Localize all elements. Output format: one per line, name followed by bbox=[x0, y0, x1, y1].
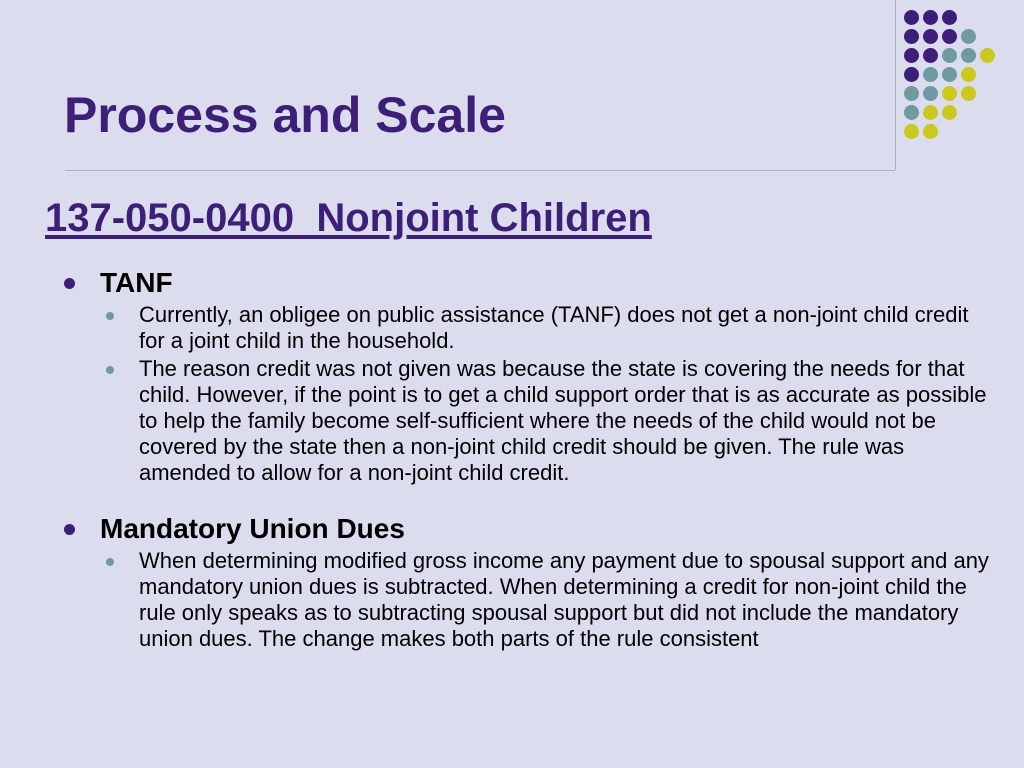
decorative-dot bbox=[904, 29, 919, 44]
decorative-dot bbox=[942, 48, 957, 63]
section-heading: TANF bbox=[100, 267, 173, 298]
bullet-level2 bbox=[62, 548, 992, 652]
decorative-dot bbox=[942, 105, 957, 120]
decorative-dot bbox=[942, 67, 957, 82]
decorative-dot bbox=[923, 29, 938, 44]
dot-grid-icon bbox=[904, 10, 1004, 150]
bullet-level1 bbox=[62, 266, 992, 300]
sub-bullet-dot-icon bbox=[106, 558, 114, 566]
decorative-dot bbox=[923, 48, 938, 63]
decorative-dot bbox=[961, 67, 976, 82]
section-tanf bbox=[62, 266, 992, 486]
decorative-dot bbox=[904, 67, 919, 82]
bullet-text: Currently, an obligee on public assistance (TANF) does not get a non-joint child credit for a joint child in the household. bbox=[139, 302, 969, 353]
decorative-dot bbox=[961, 86, 976, 101]
slide-content bbox=[62, 266, 992, 678]
bullet-level2 bbox=[62, 356, 992, 486]
decorative-dot bbox=[904, 86, 919, 101]
decorative-dot bbox=[923, 86, 938, 101]
decorative-dot bbox=[942, 10, 957, 25]
header-divider-vertical bbox=[895, 0, 896, 170]
decorative-dot bbox=[942, 29, 957, 44]
decorative-dot bbox=[923, 10, 938, 25]
decorative-dot bbox=[961, 29, 976, 44]
decorative-dot bbox=[961, 48, 976, 63]
bullet-level2 bbox=[62, 302, 992, 354]
bullet-dot-icon bbox=[64, 524, 75, 535]
decorative-dot bbox=[904, 124, 919, 139]
section-mandatory-union-dues bbox=[62, 512, 992, 652]
bullet-dot-icon bbox=[64, 278, 75, 289]
decorative-dot bbox=[904, 48, 919, 63]
sub-bullet-dot-icon bbox=[106, 366, 114, 374]
decorative-dot bbox=[923, 105, 938, 120]
slide-subtitle: 137-050-0400 Nonjoint Children bbox=[45, 196, 652, 240]
slide-title: Process and Scale bbox=[64, 87, 506, 143]
bullet-level1 bbox=[62, 512, 992, 546]
header-divider-horizontal bbox=[65, 170, 895, 171]
section-heading: Mandatory Union Dues bbox=[100, 513, 405, 544]
decorative-dot bbox=[942, 86, 957, 101]
decorative-dot bbox=[980, 48, 995, 63]
decorative-dot bbox=[923, 124, 938, 139]
decorative-dot bbox=[923, 67, 938, 82]
decorative-dot bbox=[904, 10, 919, 25]
bullet-text: When determining modified gross income any payment due to spousal support and any mandatory union dues is subtracted. When determining a credit for non-joint child the rule only speaks as to subtracting spousal support but did not include the mandatory union dues. The change makes both parts of the rule consistent bbox=[139, 548, 989, 651]
sub-bullet-dot-icon bbox=[106, 312, 114, 320]
bullet-text: The reason credit was not given was because the state is covering the needs for that child. However, if the point is to get a child support order that is as accurate as possible to help the family become self-sufficient where the needs of the child would not be covered by the state then a non-joint child credit should be given. The rule was amended to allow for a non-joint child credit. bbox=[139, 356, 987, 485]
decorative-dot bbox=[904, 105, 919, 120]
